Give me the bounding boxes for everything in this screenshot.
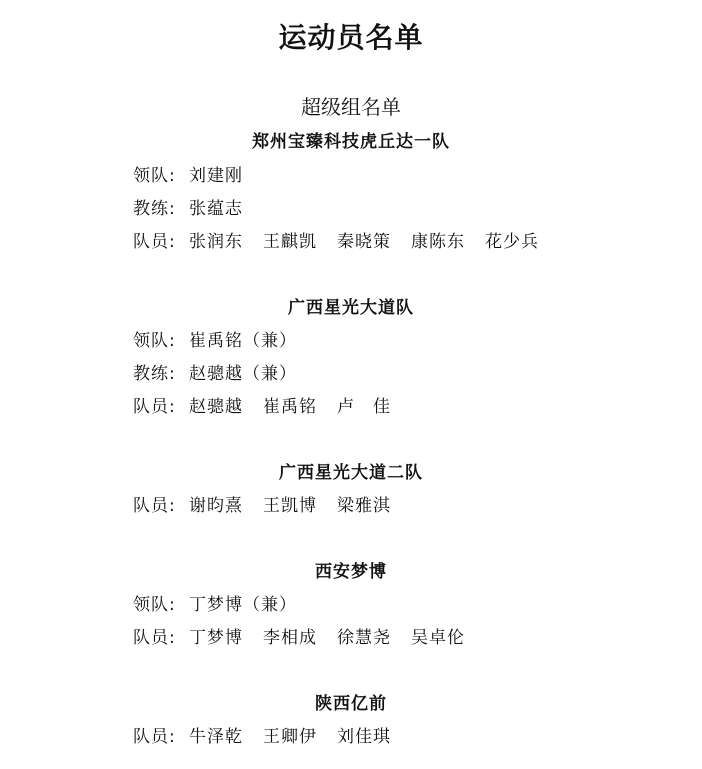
leader-label: 领队: [133, 166, 176, 186]
group-title: 超级组名单 [301, 95, 401, 119]
member-name: 张润东 [189, 232, 243, 252]
team-name: 陕西亿前 [315, 694, 387, 714]
coach-label: 教练: [133, 199, 176, 219]
members-label: 队员: [133, 628, 176, 648]
leader-name: 刘建刚 [189, 166, 243, 186]
leader-row [133, 161, 243, 186]
member-name: 王麒凯 [263, 232, 317, 252]
members-label: 队员: [133, 496, 176, 516]
page-title: 运动员名单 [278, 21, 424, 54]
coach-label: 教练: [133, 364, 176, 384]
leader-label: 领队: [133, 595, 176, 615]
member-name: 徐慧尧 [337, 628, 391, 648]
members-row [133, 227, 539, 252]
team-name: 广西星光大道二队 [279, 463, 423, 483]
members-label: 队员: [133, 232, 176, 252]
member-name: 牛泽乾 [189, 727, 243, 747]
member-name: 李相成 [263, 628, 317, 648]
team-name: 广西星光大道队 [288, 298, 414, 318]
team-name: 郑州宝臻科技虎丘达一队 [252, 132, 450, 152]
members-label: 队员: [133, 727, 176, 747]
member-name: 梁雅淇 [337, 496, 391, 516]
members-row [133, 392, 391, 417]
member-name: 花少兵 [485, 232, 539, 252]
member-name: 崔禹铭 [263, 397, 317, 417]
member-name: 秦晓策 [337, 232, 391, 252]
team-name: 西安梦博 [315, 562, 387, 582]
leader-row [133, 326, 297, 351]
leader-name: 崔禹铭（兼） [189, 331, 297, 351]
member-name: 丁梦博 [189, 628, 243, 648]
member-name: 赵骢越 [189, 397, 243, 417]
member-name: 吴卓伦 [411, 628, 465, 648]
coach-name: 赵骢越（兼） [189, 364, 297, 384]
members-row [133, 623, 465, 648]
leader-name: 丁梦博（兼） [189, 595, 297, 615]
members-label: 队员: [133, 397, 176, 417]
member-name: 王卿伊 [263, 727, 317, 747]
leader-row [133, 590, 297, 615]
coach-name: 张蕴志 [189, 199, 243, 219]
member-name: 康陈东 [411, 232, 465, 252]
leader-label: 领队: [133, 331, 176, 351]
member-name: 刘佳琪 [337, 727, 391, 747]
member-name: 卢 佳 [337, 397, 391, 417]
coach-row [133, 359, 297, 384]
coach-row [133, 194, 243, 219]
members-row [133, 491, 391, 516]
member-name: 王凯博 [263, 496, 317, 516]
member-name: 谢昀熹 [189, 496, 243, 516]
members-row [133, 722, 391, 747]
